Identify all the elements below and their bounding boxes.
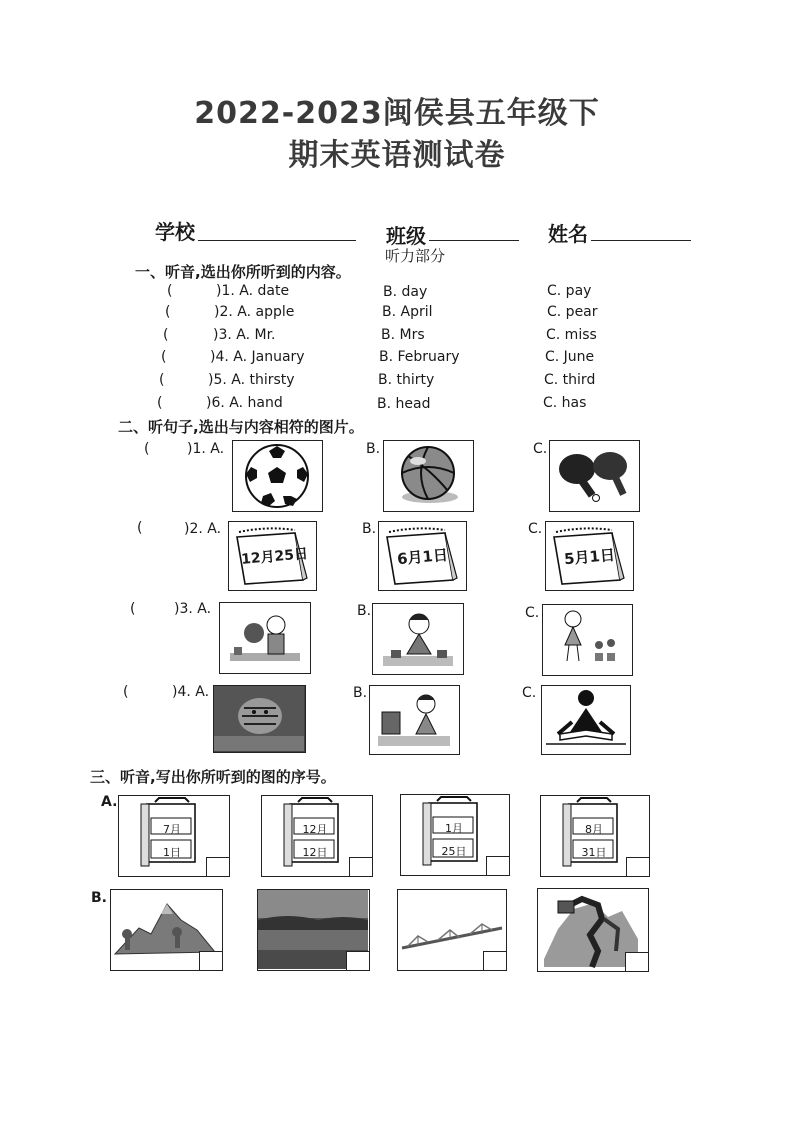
school-field[interactable]: [198, 240, 356, 241]
answer-box[interactable]: [346, 951, 369, 970]
question-3-option-c: C. miss: [546, 327, 597, 343]
tiger-icon: [214, 686, 304, 751]
question-1-option-c: C. pay: [547, 283, 592, 299]
question-2-option-a: )2. A. apple: [214, 304, 295, 320]
calendar-dec25-picture[interactable]: [228, 521, 317, 591]
girl-with-toys-icon: [373, 604, 462, 673]
answer-box[interactable]: [349, 857, 372, 876]
s2-q3-label-c: C.: [525, 605, 540, 621]
question-5-option-a: )5. A. thirsty: [208, 372, 295, 388]
girl-sitting-picture[interactable]: [372, 603, 464, 675]
calendar-day-text: 1日: [163, 846, 181, 859]
lake-picture[interactable]: [257, 889, 370, 971]
question-4-option-b: B. February: [379, 349, 460, 365]
boy-playing-icon: [220, 603, 309, 672]
answer-paren[interactable]: (: [163, 327, 169, 343]
calendar-jan25-picture[interactable]: [400, 794, 510, 876]
s2-q1-label-b: B.: [366, 441, 381, 457]
answer-paren[interactable]: (: [159, 372, 165, 388]
listening-part-label: 听力部分: [385, 247, 446, 265]
calendar-jun1-picture[interactable]: [378, 521, 467, 591]
basketball-icon: [384, 441, 472, 510]
calendar-aug31-picture[interactable]: [540, 795, 650, 877]
basketball-picture[interactable]: [383, 440, 474, 512]
section1-title: 一、听音,选出你所听到的内容。: [135, 263, 351, 281]
ping-pong-paddles-icon: [550, 441, 638, 510]
s2-q1-label-c: C.: [533, 441, 548, 457]
soccer-ball-picture[interactable]: [232, 440, 323, 512]
calendar-month-text: 12月: [302, 823, 328, 836]
question-1-option-b: B. day: [383, 284, 428, 300]
class-field[interactable]: [429, 240, 519, 241]
soccer-ball-icon: [233, 441, 321, 510]
calendar-date-text: 12月25日: [240, 546, 309, 568]
question-6-option-a: )6. A. hand: [206, 395, 283, 411]
question-2-option-c: C. pear: [547, 304, 598, 320]
calendar-date-text: 5月1日: [563, 545, 616, 569]
girl-watering-icon: [543, 605, 631, 674]
calendar-dec12-picture[interactable]: [261, 795, 373, 877]
question-1-option-a: )1. A. date: [216, 283, 290, 299]
school-label: 学校: [155, 220, 195, 244]
reading-silhouette-picture[interactable]: [541, 685, 631, 755]
name-field[interactable]: [591, 240, 691, 241]
answer-box[interactable]: [625, 952, 648, 971]
class-label: 班级: [386, 224, 426, 248]
great-wall-picture[interactable]: [537, 888, 649, 972]
question-2-option-b: B. April: [382, 304, 433, 320]
question-6-option-c: C. has: [543, 395, 587, 411]
question-4-option-a: )4. A. January: [210, 349, 305, 365]
answer-box[interactable]: [626, 857, 649, 876]
s2-q1-label-a: )1. A.: [187, 441, 225, 457]
calendar-may1-picture[interactable]: [545, 521, 634, 591]
question-5-option-c: C. third: [544, 372, 596, 388]
girl-with-bag-icon: [370, 686, 458, 753]
answer-box[interactable]: [199, 951, 222, 970]
girl-with-flowers-picture[interactable]: [542, 604, 633, 676]
s2-q4-label-a: )4. A.: [172, 684, 210, 700]
calendar-month-text: 1月: [445, 822, 463, 835]
answer-box[interactable]: [206, 857, 229, 876]
s2-q2-label-c: C.: [528, 521, 543, 537]
s2-q4-label-b: B.: [353, 685, 368, 701]
calendar-day-text: 25日: [441, 845, 467, 858]
ping-pong-picture[interactable]: [549, 440, 640, 512]
answer-paren[interactable]: (: [137, 520, 143, 536]
s3-row-a-label: A.: [101, 794, 118, 810]
s2-q3-label-a: )3. A.: [174, 601, 212, 617]
s2-q2-label-a: )2. A.: [184, 521, 222, 537]
answer-box[interactable]: [483, 951, 506, 970]
s2-q4-label-c: C.: [522, 685, 537, 701]
answer-paren[interactable]: (: [130, 601, 136, 617]
bridge-picture[interactable]: [397, 889, 507, 971]
question-4-option-c: C. June: [545, 349, 595, 365]
section3-title: 三、听音,写出你所听到的图的序号。: [90, 768, 336, 786]
calendar-date-text: 6月1日: [396, 545, 449, 569]
person-reading-icon: [542, 686, 629, 753]
calendar-day-text: 12日: [302, 846, 328, 859]
question-3-option-a: )3. A. Mr.: [213, 327, 276, 343]
calendar-day-text: 31日: [581, 846, 607, 859]
question-5-option-b: B. thirty: [378, 372, 435, 388]
s3-row-b-label: B.: [91, 890, 107, 906]
question-6-option-b: B. head: [377, 396, 431, 412]
calendar-month-text: 7月: [163, 823, 181, 836]
girl-packing-picture[interactable]: [369, 685, 460, 755]
calendar-month-text: 8月: [585, 823, 603, 836]
answer-paren[interactable]: (: [157, 395, 163, 411]
title-line2: 期末英语测试卷: [288, 138, 506, 173]
tiger-picture[interactable]: [213, 685, 306, 753]
question-3-option-b: B. Mrs: [381, 327, 425, 343]
answer-box[interactable]: [486, 856, 509, 875]
answer-paren[interactable]: (: [123, 684, 129, 700]
answer-paren[interactable]: (: [161, 349, 167, 365]
boy-with-ball-picture[interactable]: [219, 602, 311, 674]
answer-paren[interactable]: (: [144, 441, 150, 457]
answer-paren[interactable]: (: [167, 283, 173, 299]
mountain-picture[interactable]: [110, 889, 223, 971]
name-label: 姓名: [548, 222, 588, 246]
calendar-jul1-picture[interactable]: [118, 795, 230, 877]
s2-q2-label-b: B.: [362, 521, 377, 537]
section2-title: 二、听句子,选出与内容相符的图片。: [118, 418, 364, 436]
title-line1: 2022-2023闽侯县五年级下: [194, 96, 600, 131]
answer-paren[interactable]: (: [165, 304, 171, 320]
s2-q3-label-b: B.: [357, 603, 372, 619]
